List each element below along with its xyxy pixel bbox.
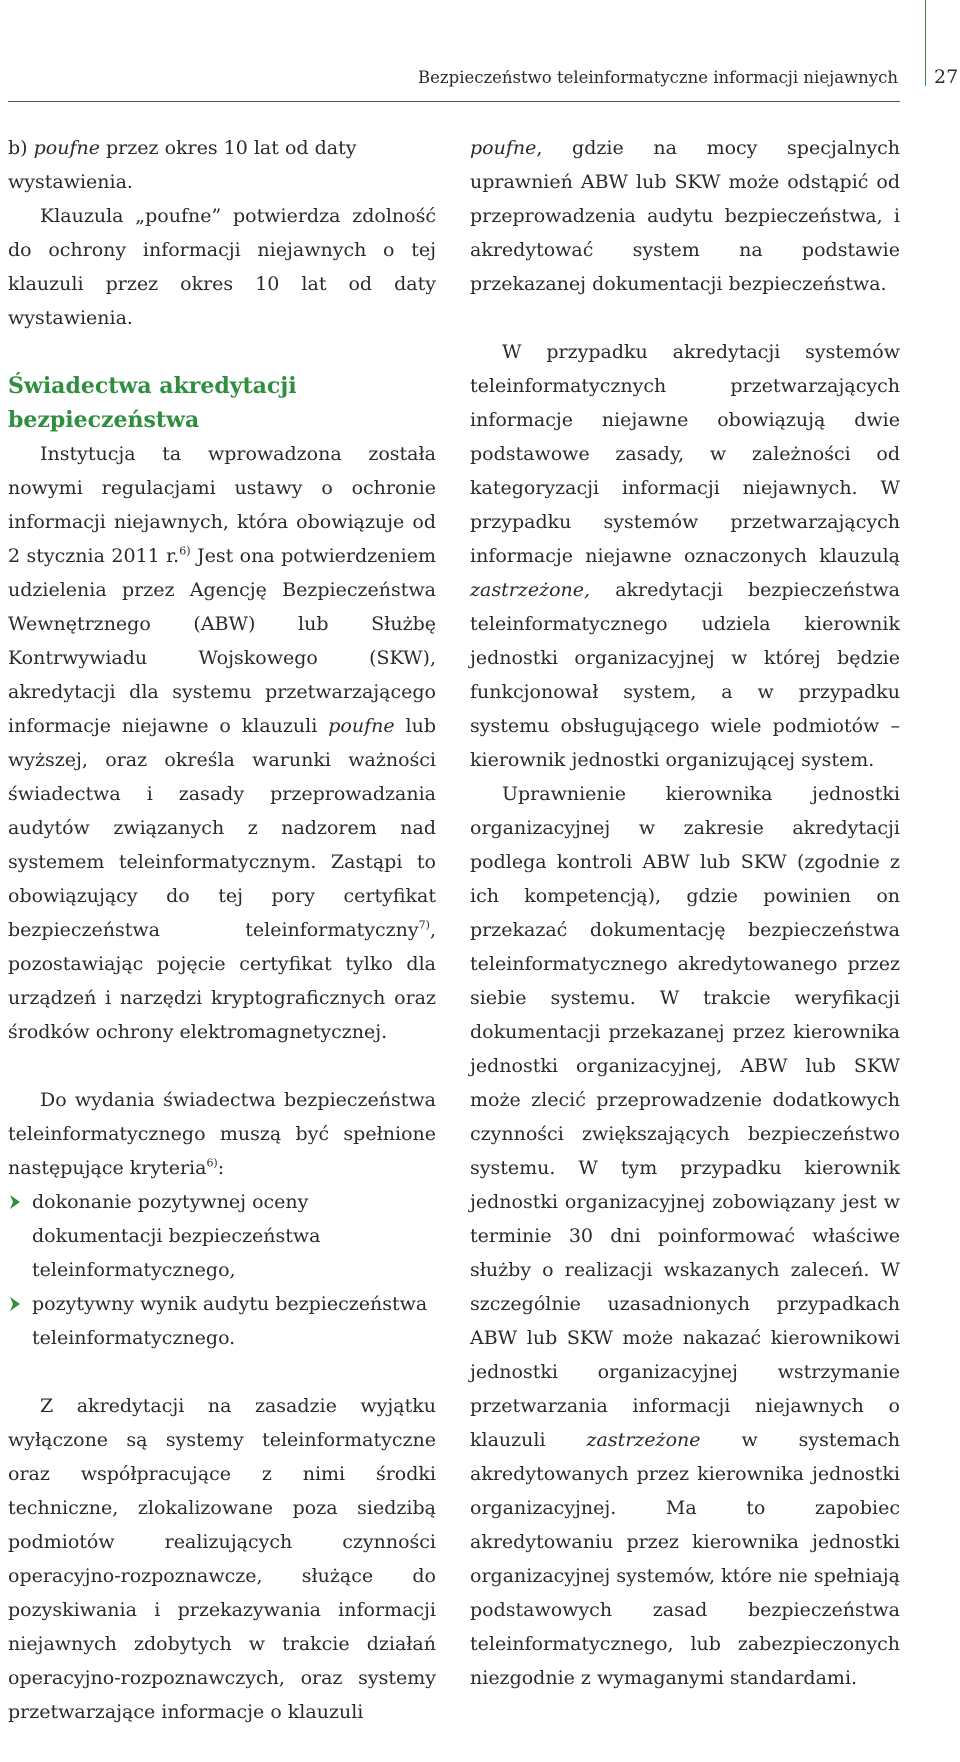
footnote-ref: 6) [206,1156,218,1170]
header-divider [8,101,900,102]
arrow-bullet-icon [8,1296,22,1312]
list-item: dokonanie pozytywnej oceny dokumentacji bezpieczeństwa teleinformatycznego, [8,1185,436,1287]
accreditation-rules-paragraph: W przypadku akredytacji systemów teleinformatycznych przetwarzających informacje niejawne obowiązują dwie podstawowe zasady, w zależności od kategoryzacji informacji niejawnych. W przypadku systemów przetwarzających informacje niejawne oznaczonych klauzulą zastrzeżone, akredytacji bezpieczeństwa teleinformatycznego udziela kierownik jednostki organizacyjnej w której będzie funkcjonował system, a w przypadku systemu obsługującego wiele podmiotów – kierownik jednostki organizującej system. [470,341,900,771]
exception-paragraph: Z akredytacji na zasadzie wyjątku wyłączone są systemy teleinformatyczne oraz współpracujące z nimi środki techniczne, zlokalizowane poza siedzibą podmiotów realizujących czynności operacyjno-rozpoznawcze, służące do pozyskiwania i przekazywania informacji niejawnych zdobytych w trakcie działań operacyjno-rozpoznawczych, oraz systemy przetwarzające informacje o klauzuli [8,1395,436,1723]
page-number: 27 [934,66,959,88]
item-b: b) poufne przez okres 10 lat od daty wystawienia. [8,137,357,193]
list-item: pozytywny wynik audytu bezpieczeństwa teleinformatycznego. [8,1287,436,1355]
continuation-paragraph: poufne, gdzie na mocy specjalnych uprawnień ABW lub SKW może odstąpić od przeprowadzenia audytu bezpieczeństwa, i akredytować system na podstawie przekazanej dokumentacji bezpieczeństwa. [470,137,900,295]
footnote-ref: 7) [418,918,430,932]
criteria-paragraph: Do wydania świadectwa bezpieczeństwa teleinformatycznego muszą być spełnione następujące kryteria$^{6)}$: [8,1089,436,1179]
footnote-ref: 6) [179,544,191,558]
criteria-list [8,1185,436,1355]
control-paragraph: Uprawnienie kierownika jednostki organizacyjnej w zakresie akredytacji podlega kontroli ABW lub SKW (zgodnie z ich kompetencją), gdzie powinien on przekazać dokumentację bezpieczeństwa teleinformatycznego akredytowanego przez siebie systemu. W trakcie weryfikacji dokumentacji przekazanej przez kierownika jednostki organizacyjnej, ABW lub SKW może zlecić przeprowadzenie dodatkowych czynności zwiększających bezpieczeństwo systemu. W tym przypadku kierownik jednostki organizacyjnej zobowiązany jest w terminie 30 dni poinformować właściwe służby o realizacji wskazanych zaleceń. W szczególnie uzasadnionych przypadkach ABW lub SKW może nakazać kierownikowi jednostki organizacyjnej wstrzymanie przetwarzania informacji niejawnych o klauzuli zastrzeżone w systemach akredytowanych przez kierownika jednostki organizacyjnej. Ma to zapobiec akredytowaniu przez kierownika jednostki organizacyjnej systemów, które nie spełniają podstawowych zasad bezpieczeństwa teleinformatycznego, lub zabezpieczonych niezgodnie z wymaganymi standardami. [470,783,900,1689]
left-column [8,131,436,1729]
klauzula-paragraph: Klauzula „poufne” potwierdza zdolność do ochrony informacji niejawnych o tej klauzuli przez okres 10 lat od daty wystawienia. [8,205,436,329]
intro-paragraph: Instytucja ta wprowadzona została nowymi regulacjami ustawy o ochronie informacji niejawnych, która obowiązuje od 2 stycznia 2011 r.$^{6)}$ Jest ona potwierdzeniem udzielenia przez Agencję Bezpieczeństwa Wewnętrznego (ABW) lub Służbę Kontrwywiadu Wojskowego (SKW), akredytacji dla systemu przetwarzającego informacje niejawne o klauzuli poufne lub wyższej, oraz określa warunki ważności świadectwa i zasady przeprowadzania audytów związanych z nadzorem nad systemem teleinformatycznym. Zastąpi to obowiązujący do tej pory certyfikat bezpieczeństwa teleinformatyczny$^{7)}$, pozostawiając pojęcie certyfikat tylko dla urządzeń i narzędzi kryptograficznych oraz środków ochrony elektromagnetycznej. [8,443,436,1043]
page-edge-accent-line [925,0,926,86]
right-column [470,131,900,1695]
arrow-bullet-icon [8,1194,22,1210]
running-header: Bezpieczeństwo teleinformatyczne informacji niejawnych [418,68,898,87]
section-heading: Świadectwa akredytacji bezpieczeństwa [8,373,297,433]
